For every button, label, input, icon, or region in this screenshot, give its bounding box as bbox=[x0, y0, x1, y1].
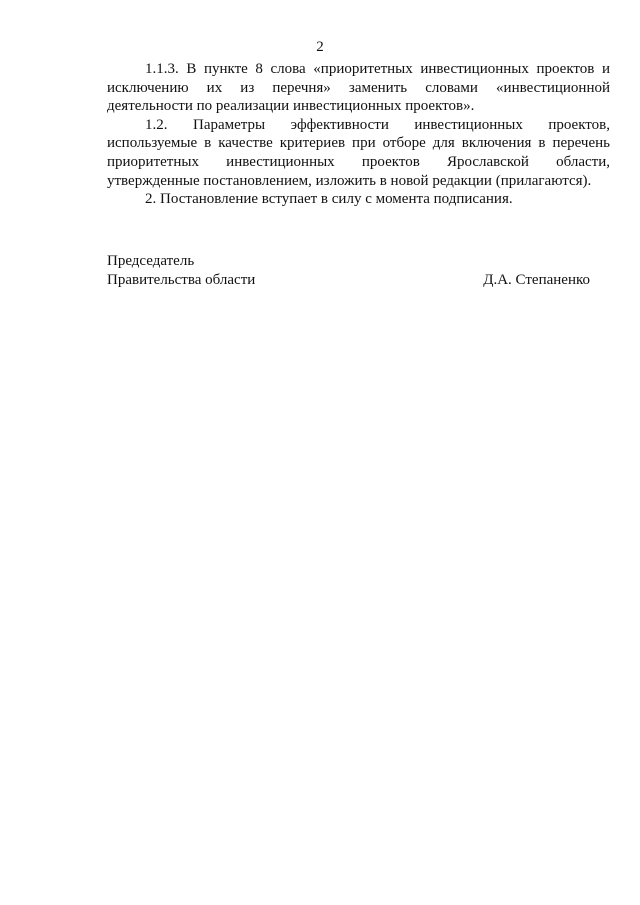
paragraph-2: 2. Постановление вступает в силу с момента подписания. bbox=[145, 191, 513, 208]
signatory-name: Д.А. Степаненко bbox=[483, 271, 590, 288]
paragraph-1-1-3: 1.1.3. В пункте 8 слова «приоритетных инвестиционных проектов и исключению их из перечня» заменить словами «инвестиционной деятельности по реализации инвестиционных проектов». bbox=[107, 61, 610, 115]
signature-row bbox=[107, 271, 590, 290]
signature-block bbox=[107, 252, 590, 289]
page-number: 2 bbox=[316, 39, 324, 55]
signatory-title-line2: Правительства области bbox=[107, 271, 256, 288]
signatory-title-line1: Председатель bbox=[107, 253, 195, 269]
document-body bbox=[107, 60, 610, 209]
paragraph-1-2: 1.2. Параметры эффективности инвестиционных проектов, используемые в качестве критериев при отборе для включения в перечень приоритетных инвестиционных проектов Ярославской области, утвержденные постановлением, изложить в новой редакции (прилагаются). bbox=[107, 116, 610, 189]
